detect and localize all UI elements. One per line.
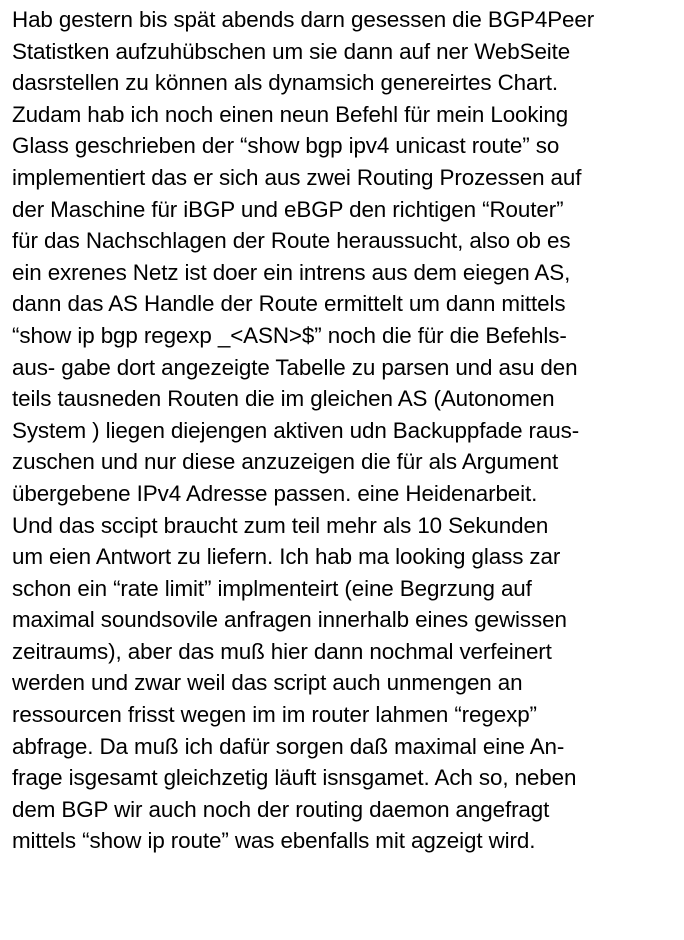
text-line: ressourcen frisst wegen im im router lahmen “regexp” [12,702,537,728]
text-line: Zudam hab ich noch einen neun Befehl für mein Looking [12,101,569,127]
text-line: zuschen und nur diese anzuzeigen die für als Argument [12,449,559,475]
text-line: System ) liegen diejengen aktiven udn Backuppfade raus- [12,417,580,443]
text-line: Glass geschrieben der “show bgp ipv4 unicast route” so [12,133,560,159]
text-line: werden und zwar weil das script auch unmengen an [12,670,523,696]
text-line: der Maschine für iBGP und eBGP den richtigen “Router” [12,196,564,222]
text-line: mittels “show ip route” was ebenfalls mit agzeigt wird. [12,828,536,854]
text-line: teils tausneden Routen die im gleichen AS (Autonomen [12,386,555,412]
text-line: zeitraums), aber das muß hier dann nochmal verfeinert [12,638,552,664]
text-line: dann das AS Handle der Route ermittelt um dann mittels [12,291,566,317]
text-line: aus- gabe dort angezeigte Tabelle zu parsen und asu den [12,354,578,380]
text-line: Hab gestern bis spät abends darn gesessen die BGP4Peer [12,7,595,32]
text-line: für das Nachschlagen der Route heraussucht, also ob es [12,228,571,254]
text-line: um eien Antwort zu liefern. Ich hab ma looking glass zar [12,544,561,570]
text-line: implementiert das er sich aus zwei Routing Prozessen auf [12,164,582,190]
text-line: abfrage. Da muß ich dafür sorgen daß maximal eine An- [12,733,565,759]
text-line: Und das sccipt braucht zum teil mehr als 10 Sekunden [12,512,549,538]
text-line: übergebene IPv4 Adresse passen. eine Heidenarbeit. [12,480,538,506]
text-line: “show ip bgp regexp _<ASN>$” noch die für die Befehls- [12,322,567,348]
text-line: dasrstellen zu können als dynamsich genereirtes Chart. [12,70,558,96]
text-line: schon ein “rate limit” implmenteirt (eine Begrzung auf [12,575,532,601]
document-paragraph [12,4,682,857]
text-line: Statistken aufzuhübschen um sie dann auf ner WebSeite [12,38,571,64]
text-line: dem BGP wir auch noch der routing daemon angefragt [12,796,550,822]
text-line: maximal soundsovile anfragen innerhalb eines gewissen [12,607,567,633]
text-line: ein exrenes Netz ist doer ein intrens aus dem eiegen AS, [12,259,571,285]
text-line: frage isgesamt gleichzetig läuft isnsgamet. Ach so, neben [12,765,577,791]
